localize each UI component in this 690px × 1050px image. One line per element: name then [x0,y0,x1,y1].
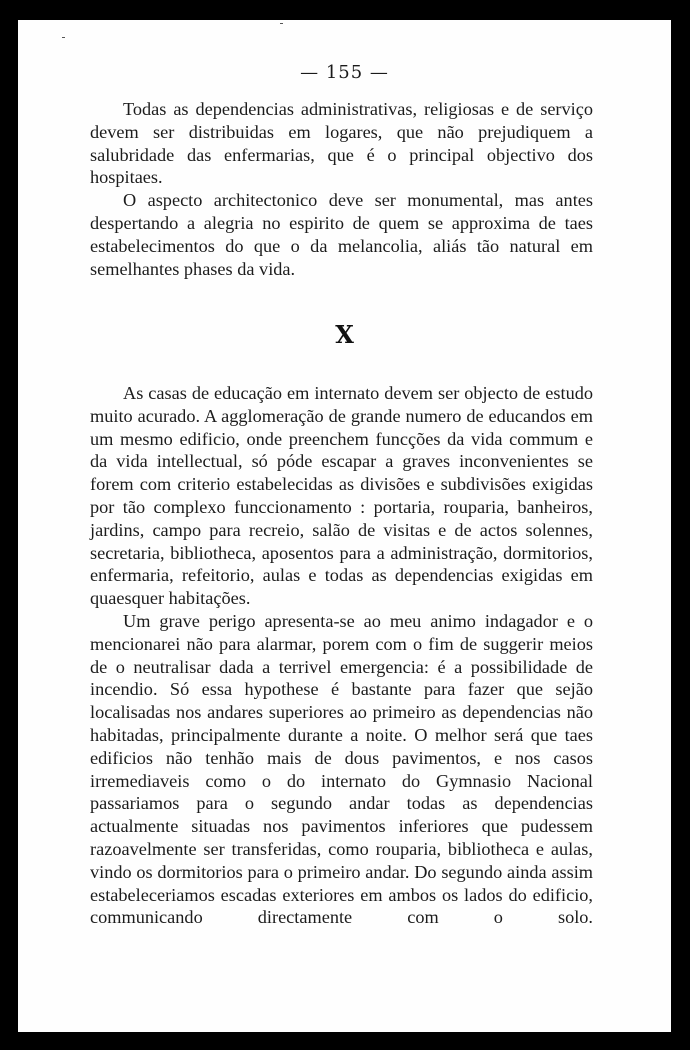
book-page [18,20,671,1032]
paragraph: As casas de educação em internato devem ser objecto de estudo muito acurado. A agglomeração de grande numero de educandos em um mesmo edificio, onde preenchem funcções da vida commum e da vida intellectual, só póde escapar a graves inconvenientes se forem com criterio estabelecidas as divisões e subdivisões exigidas por tão complexo funccionamento : portaria, rouparia, banheiros, jardins, campo para recreio, salão de visitas e de actos solennes, secretaria, bibliotheca, aposentos para a administração, dormitorios, enfermaria, refeitorio, aulas e todas as dependencias exigidas em quaesquer habitações. [90,383,593,609]
page-number: — 155 — [300,62,389,83]
paragraph: O aspecto architectonico deve ser monumental, mas antes despertando a alegria no espirito de quem se approxima de taes estabelecimentos do que o da melancolia, aliás tão natural em semelhantes phases da vida. [90,190,593,279]
text-block-after-section [90,382,593,929]
section-heading: X [335,320,354,349]
paragraph: Todas as dependencias administrativas, religiosas e de serviço devem ser distribuidas em logares, que não prejudiquem a salubridade das enfermarias, que é o principal objectivo dos hospitaes. [90,99,593,188]
paragraph: Um grave perigo apresenta-se ao meu animo indagador e o mencionarei não para alarmar, porem com o fim de suggerir meios de o neutralisar dada a terrivel emergencia: é a possibilidade de incendio. Só essa hypothese é bastante para fazer que sejão localisadas nos andares superiores ao primeiro as dependencias não habitadas, principalmente durante a noite. O melhor será que taes edificios não tenhão mais de dous pavimentos, e nos casos irremediaveis como o do internato do Gymnasio Nacional passariamos para o segundo andar todas as dependencias actualmente situadas nos pavimentos inferiores que pudessem razoavelmente ser transferidas, como rouparia, bibliotheca e aulas, vindo os dormitorios para o primeiro andar. Do segundo ainda assim estabeleceriamos escadas exteriores em ambos os lados do edificio, communicando directamente com o solo. [90,610,593,928]
text-block-before-section [90,98,593,280]
print-speck [280,23,283,24]
print-speck [62,37,65,38]
